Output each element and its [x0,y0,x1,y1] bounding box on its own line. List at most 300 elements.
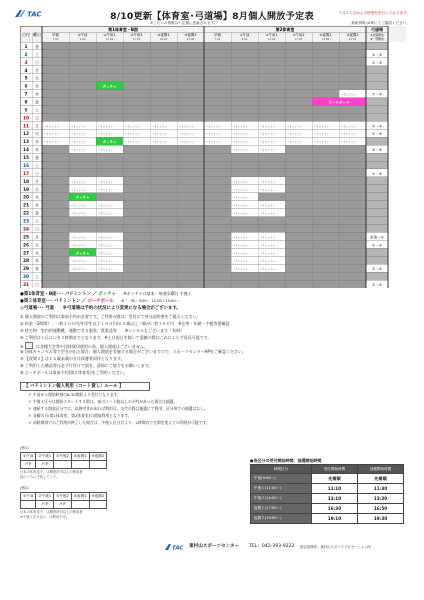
cell-closed-26-9 [285,240,312,248]
cell-closed-31-3 [123,280,150,288]
cell-badminton-7-11: バドミントン [340,93,357,97]
rule-1: ① 個人開放のご利用は事前予約が必要です。ご利用の際は、受付にて身分証明書をご提示ください。 [20,314,201,319]
col-date-header: 日付 [22,32,30,37]
dow-29: 金 [35,266,39,272]
day-2: 2 [24,52,28,58]
col-dow-header: 曜日 [33,32,41,37]
cell-closed-30-10 [312,272,339,280]
sched-lottery-0: 先着順 [357,474,403,484]
cell-closed-28-11 [339,256,366,264]
cell-closed-20-6 [204,193,231,201]
cell-closed-22-3 [123,209,150,217]
cell-closed-20-3 [123,193,150,201]
slot-time-2-5: 22:00 [348,38,357,41]
ex1-head-2: ②午後1 [36,453,54,461]
dow-13: 水 [35,139,39,145]
closed-cell-icon [25,342,33,349]
ex2-cell-4 [71,501,89,509]
cell-badminton-11-1: バドミントン [70,125,87,129]
cell-closed-24-3 [123,225,150,233]
dow-14: 木 [35,147,39,153]
example-1-note: 日本の体育室で、は開設許可以上の利用者 前のうちに予約してくだ。 [20,470,83,479]
cell-closed-30-3 [123,272,150,280]
cell-closed-16-7 [231,161,258,169]
cell-closed-26-4 [150,240,177,248]
kyudo-part-note: ※一部開放 [370,37,384,41]
cell-badminton-29-2: バドミントン [97,268,114,272]
cell-closed-15-6 [204,153,231,161]
cell-closed-7-3 [123,90,150,98]
cell-badminton-11-5: バドミントン [178,125,195,129]
cell-closed-22-5 [177,209,204,217]
sched-open-3: 16:30 [311,504,357,514]
cell-closed-17-2 [96,169,123,177]
cell-pickle-label: ピーチボール [328,100,350,105]
day-4: 4 [24,68,28,74]
cell-badminton-28-8: バドミントン [259,260,276,264]
cell-closed-15-5 [177,153,204,161]
cell-closed-4-2 [96,66,123,74]
cell-closed-4-11 [339,66,366,74]
cell-badminton-12-7: バドミントン [232,133,249,137]
slot-header-1-1: ①午前 [77,33,88,37]
slot-header-2-2: ②午前1 [265,33,278,37]
cell-closed-21-11 [339,201,366,209]
cell-closed-23-5 [177,217,204,225]
cell-closed-18-0 [42,177,69,185]
ex2-cell-2: バド [36,501,54,509]
cell-closed-16-11 [339,161,366,169]
cell-closed-17-1 [69,169,96,177]
cell-closed-14-3 [123,145,150,153]
cell-closed-17-6 [204,169,231,177]
cell-closed-30-4 [150,272,177,280]
cell-badminton-13-10: バドミントン [313,141,330,145]
cell-closed-3-10 [312,58,339,66]
cell-closed-5-11 [339,74,366,82]
sched-lottery-3: 16:50 [357,504,403,514]
cell-badminton-25-2: バドミントン [97,236,114,240]
cell-closed-5-9 [285,74,312,82]
cell-closed-26-11 [339,240,366,248]
example-2-label: (例2) [20,486,29,490]
kyudo-closed-15 [366,153,388,161]
cell-badminton-19-2: バドミントン [97,188,114,192]
cell-closed-18-9 [285,177,312,185]
kyudo-closed-4 [366,66,388,74]
cell-closed-1-0 [42,42,69,50]
cell-closed-4-7 [231,66,258,74]
cell-closed-23-0 [42,217,69,225]
cell-closed-16-1 [69,161,96,169]
cell-closed-8-0 [42,98,69,106]
rule-7: ⑦ 【夜間２】は１６歳未満の方は保護者同伴となります。 [20,356,125,361]
cell-badminton-12-10: バドミントン [313,133,330,137]
cell-closed-23-10 [312,217,339,225]
cell-closed-9-7 [231,105,258,113]
cell-closed-2-11 [339,50,366,58]
cell-closed-6-6 [204,82,231,90]
cell-closed-31-4 [150,280,177,288]
cell-closed-24-0 [42,225,69,233]
cell-closed-17-8 [258,169,285,177]
cell-closed-15-4 [150,153,177,161]
cell-closed-21-10 [312,201,339,209]
cell-closed-3-3 [123,58,150,66]
slot-header-2-3: ③午前2 [292,33,305,37]
cell-closed-27-6 [204,248,231,256]
dow-4: 月 [35,67,39,73]
cell-closed-30-11 [339,272,366,280]
dow-12: 火 [35,131,39,137]
cell-closed-15-1 [69,153,96,161]
cell-closed-4-6 [204,66,231,74]
cell-closed-5-8 [258,74,285,82]
cell-closed-26-0 [42,240,69,248]
cell-closed-4-5 [177,66,204,74]
svg-text:TAC: TAC [172,545,184,551]
cell-closed-24-8 [258,225,285,233]
cell-closed-16-6 [204,161,231,169]
day-27: 27 [22,251,30,257]
sched-open-1: 11:10 [311,484,357,494]
cell-badminton-12-11: バドミントン [340,133,357,137]
kyudo-closed-10 [366,113,388,121]
dow-19: 火 [35,186,39,192]
cell-closed-21-5 [177,201,204,209]
cell-badminton-13-9: バドミントン [286,141,303,145]
slot-header-2-5: ⑤夜間2 [346,33,359,37]
cell-closed-9-0 [42,105,69,113]
day-10: 10 [22,116,30,122]
ex2-cell-3: バド [54,501,72,509]
ex2-head-1: ①午前 [21,493,36,501]
group-gym2-header: 第2体育室 [275,27,295,32]
cell-closed-9-11 [339,105,366,113]
day-19: 19 [22,187,30,193]
cell-closed-24-9 [285,225,312,233]
cell-closed-19-9 [285,185,312,193]
kyudo-closed-22 [366,209,388,217]
kyudo-closed-18 [366,177,388,185]
cell-closed-8-2 [96,98,123,106]
cell-badminton-12-2: バドミントン [97,133,114,137]
cell-closed-24-6 [204,225,231,233]
cell-closed-8-6 [204,98,231,106]
kyudo-29: ①〜③ [371,267,383,272]
cell-closed-20-11 [339,193,366,201]
cell-closed-31-0 [42,280,69,288]
cell-closed-20-2 [96,193,123,201]
sched-head-lottery: 抽選開始時間 [357,465,403,474]
cell-closed-19-5 [177,185,204,193]
cell-closed-2-3 [123,50,150,58]
tac-footer-logo [165,543,187,551]
cell-badminton-13-6: バドミントン [205,141,222,145]
cell-badminton-13-3: バドミントン [124,141,141,145]
cell-closed-25-0 [42,232,69,240]
legend-gym1-label: ●第1体育室・B面･･･ バドミントン ／ [20,292,97,297]
cell-closed-8-4 [150,98,177,106]
cell-closed-29-10 [312,264,339,272]
slot-time-1-1: 9:00 [79,38,86,41]
cell-closed-31-11 [339,280,366,288]
cell-badminton-14-7: バドミントン [232,149,249,153]
cell-closed-15-3 [123,153,150,161]
day-8: 8 [24,100,28,106]
cell-badminton-21-1: バドミントン [70,204,87,208]
cell-closed-19-11 [339,185,366,193]
cell-closed-18-3 [123,177,150,185]
cell-closed-15-2 [96,153,123,161]
day-18: 18 [22,179,30,185]
sched-head-open: 受付開始時間 [311,465,357,474]
cell-badminton-14-1: バドミントン [70,149,87,153]
cell-closed-2-0 [42,50,69,58]
cell-badminton-12-4: バドミントン [151,133,168,137]
cell-badminton-25-7: バドミントン [232,236,249,240]
kyudo-11: ①〜③ [371,124,383,129]
dow-9: 土 [35,107,39,113]
cell-closed-2-8 [258,50,285,58]
cell-closed-4-0 [42,66,69,74]
cell-closed-3-5 [177,58,204,66]
cell-closed-31-8 [258,280,285,288]
dow-2: 土 [35,51,39,57]
cell-badminton-22-7: バドミントン [232,212,249,216]
cell-closed-27-9 [285,248,312,256]
badminton-rules-title: 【 バドミントン個人利用（コート貸し）ルール 】 [20,382,150,391]
dow-20: 水 [35,194,39,200]
dow-25: 月 [35,234,39,240]
cell-closed-23-3 [123,217,150,225]
cell-badminton-14-8: バドミントン [259,149,276,153]
kyudo-closed-21 [366,201,388,209]
kyudo-closed-19 [366,185,388,193]
cell-closed-16-4 [150,161,177,169]
day-24: 24 [22,227,30,233]
cell-closed-8-8 [258,98,285,106]
example-1-table [20,452,107,469]
cell-closed-21-4 [150,201,177,209]
dow-7: 木 [35,91,39,97]
cell-closed-10-11 [339,113,366,121]
day-7: 7 [24,92,28,98]
cell-closed-24-1 [69,225,96,233]
cell-closed-1-4 [150,42,177,50]
schedule-table [250,464,404,524]
cell-badminton-21-8: バドミントン [259,204,276,208]
cell-closed-15-8 [258,153,285,161]
sched-lottery-1: 11:30 [357,484,403,494]
kyudo-full-note: ※全般開放 [370,33,384,37]
sched-slot-1: 午後１(11:00〜) [251,484,312,494]
cell-badminton-14-2: バドミントン [97,149,114,153]
sched-lottery-4: 19:30 [357,514,403,524]
slot-time-1-5: 22:00 [186,38,195,41]
slot-header-1-5: ⑤夜間2 [184,33,197,37]
cell-closed-31-7 [231,280,258,288]
cell-badminton-28-7: バドミントン [232,260,249,264]
cell-closed-22-10 [312,209,339,217]
dow-18: 月 [35,178,39,184]
cell-closed-7-4 [150,90,177,98]
cell-closed-30-8 [258,272,285,280]
cell-closed-3-2 [96,58,123,66]
cell-closed-23-7 [231,217,258,225]
cell-closed-31-5 [177,280,204,288]
cell-closed-5-5 [177,74,204,82]
cell-closed-1-7 [231,42,258,50]
cell-closed-24-5 [177,225,204,233]
dow-17: 日 [35,170,39,176]
cell-closed-1-11 [339,42,366,50]
slot-time-2-2: 13:00 [267,38,276,41]
cell-closed-7-0 [42,90,69,98]
cell-closed-9-2 [96,105,123,113]
cell-closed-14-6 [204,145,231,153]
cell-badminton-29-7: バドミントン [232,268,249,272]
sched-open-0: 先着順 [311,474,357,484]
cell-closed-9-8 [258,105,285,113]
dow-23: 土 [35,218,39,224]
cell-closed-31-10 [312,280,339,288]
cell-badminton-27-7: バドミントン [232,252,249,256]
cell-closed-16-8 [258,161,285,169]
cell-closed-24-10 [312,225,339,233]
cell-closed-24-11 [339,225,366,233]
slot-time-2-4: 19:00 [321,38,330,41]
cell-closed-6-3 [123,82,150,90]
cell-closed-9-6 [204,105,231,113]
sched-slot-0: 午前(9:00〜) [251,474,312,484]
cell-closed-2-10 [312,50,339,58]
cell-badminton-18-8: バドミントン [259,180,276,184]
dow-24: 日 [35,226,39,232]
cell-closed-30-5 [177,272,204,280]
sched-head-slot: 時間区分 [251,465,312,474]
cell-badminton-22-8: バドミントン [259,212,276,216]
cell-closed-28-0 [42,256,69,264]
sched-open-2: 13:10 [311,494,357,504]
cell-closed-2-9 [285,50,312,58]
cell-closed-7-8 [258,90,285,98]
cell-closed-2-2 [96,50,123,58]
cell-closed-10-8 [258,113,285,121]
cell-closed-1-9 [285,42,312,50]
cell-closed-7-1 [69,90,96,98]
slot-time-1-4: 19:00 [159,38,168,41]
day-6: 6 [24,84,28,90]
cell-closed-5-10 [312,74,339,82]
slot-header-1-2: ②午前1 [103,33,116,37]
cell-closed-28-10 [312,256,339,264]
cell-badminton-26-8: バドミントン [259,244,276,248]
day-25: 25 [22,235,30,241]
example-1-label: (例1) [20,446,29,450]
cell-closed-3-9 [285,58,312,66]
slot-header-1-0: 早朝 [52,33,59,37]
cell-closed-18-6 [204,177,231,185]
day-11: 11 [22,124,30,130]
cell-closed-5-3 [123,74,150,82]
cell-closed-7-5 [177,90,204,98]
cell-closed-25-6 [204,232,231,240]
cell-closed-20-0 [42,193,69,201]
day-12: 12 [22,132,30,138]
day-30: 30 [22,275,30,281]
cell-closed-17-9 [285,169,312,177]
cell-badminton-11-4: バドミントン [151,125,168,129]
cell-badminton-28-2: バドミントン [97,260,114,264]
cell-closed-23-9 [285,217,312,225]
cell-closed-8-1 [69,98,96,106]
dow-8: 金 [35,99,39,105]
cell-closed-5-2 [96,74,123,82]
cell-closed-25-9 [285,232,312,240]
cell-badminton-21-7: バドミントン [232,204,249,208]
cell-closed-22-6 [204,209,231,217]
ex1-cell-1: バド [21,461,36,469]
cell-closed-27-4 [150,248,177,256]
cell-badminton-13-5: バドミントン [178,141,195,145]
cell-closed-20-10 [312,193,339,201]
cell-closed-7-6 [204,90,231,98]
dow-3: 日 [35,59,39,65]
cell-closed-18-4 [150,177,177,185]
cell-closed-20-9 [285,193,312,201]
kyudo-17: ①〜③ [371,171,383,176]
cell-closed-25-4 [150,232,177,240]
cell-badminton-18-1: バドミントン [70,180,87,184]
cell-badminton-13-8: バドミントン [259,141,276,145]
cell-closed-4-9 [285,66,312,74]
cell-closed-22-4 [150,209,177,217]
rule-6: ⑥ 団体キャンセル等で空きが出た場合、個人開放を実施する場合がございますので、スポーツセンターHPをご確認ください。 [20,349,246,354]
kyudo-closed-8 [366,98,388,106]
cell-closed-15-0 [42,153,69,161]
cell-badminton-19-7: バドミントン [232,188,249,192]
slot-header-2-0: 早朝 [214,33,221,37]
badminton-rule-3: ＊ 連続する開放区分では、以降空きがあれば利用可。交代の際は抽選にて利用。区分毎での抽選はなし。 [28,406,208,411]
cell-closed-9-5 [177,105,204,113]
cell-closed-19-10 [312,185,339,193]
day-21: 21 [22,203,30,209]
cell-badminton-22-2: バドミントン [97,212,114,216]
dow-31: 日 [35,282,39,288]
cell-closed-17-11 [339,169,366,177]
cell-closed-5-4 [150,74,177,82]
day-13: 13 [22,140,30,146]
cell-badminton-11-8: バドミントン [259,125,276,129]
cell-closed-16-3 [123,161,150,169]
cell-closed-3-0 [42,58,69,66]
kyudo-closed-5 [366,74,388,82]
cell-closed-4-1 [69,66,96,74]
cell-closed-28-9 [285,256,312,264]
cell-badminton-11-11: バドミントン [340,125,357,129]
cell-closed-5-7 [231,74,258,82]
cell-closed-26-5 [177,240,204,248]
cell-closed-6-8 [258,82,285,90]
cell-closed-8-3 [123,98,150,106]
dow-10: 日 [35,115,39,121]
cell-badminton-27-8: バドミントン [259,252,276,256]
kyudo-closed-13 [366,137,388,145]
cell-closed-29-0 [42,264,69,272]
day-16: 16 [22,163,30,169]
cell-badminton-11-6: バドミントン [205,125,222,129]
